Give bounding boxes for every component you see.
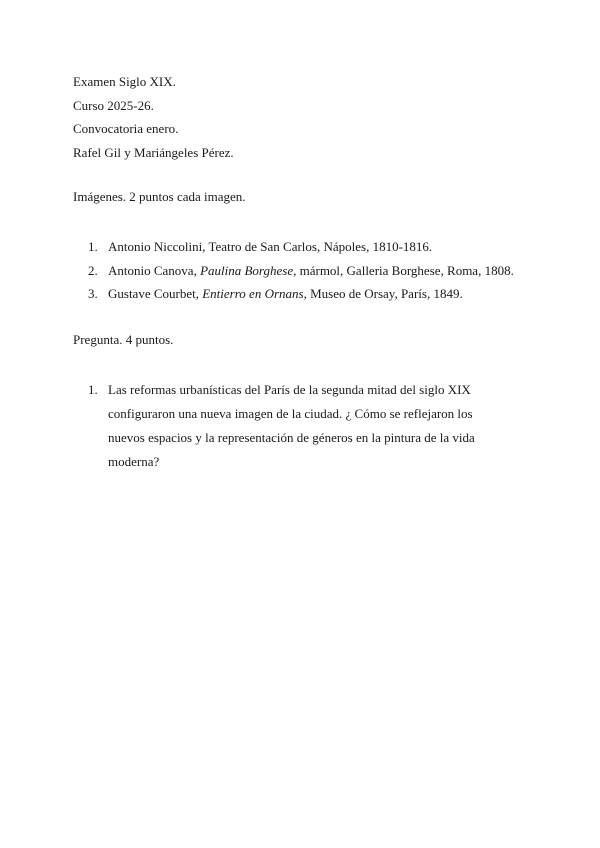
- course-year: Curso 2025-26.: [73, 97, 154, 113]
- list-item-number: 1.: [88, 239, 98, 254]
- list-item: [88, 282, 528, 306]
- artist-name: Gustave Courbet,: [108, 286, 203, 301]
- exam-title: Examen Siglo XIX.: [73, 74, 176, 89]
- list-item-number: 1.: [88, 382, 98, 397]
- question-list: [88, 378, 508, 474]
- exam-authors: Rafel Gil y Mariángeles Pérez.: [73, 144, 234, 160]
- list-item-number: 2.: [88, 262, 98, 278]
- list-item-text: Antonio Niccolini, Teatro de San Carlos, Nápoles, 1810-1816.: [108, 239, 433, 254]
- artist-name: Antonio Canova,: [108, 262, 201, 278]
- list-item-number: 3.: [88, 286, 98, 301]
- artwork-title: Paulina Borghese: [200, 262, 294, 278]
- question-section-title: Pregunta. 4 puntos.: [73, 332, 174, 347]
- artwork-title: Entierro en Ornans: [202, 286, 304, 301]
- list-item: [88, 235, 528, 259]
- artwork-details: , mármol, Galleria Borghese, Roma, 1808.: [293, 262, 514, 278]
- list-item-text: [108, 263, 514, 278]
- images-section-title: Imágenes. 2 puntos cada imagen.: [73, 189, 246, 204]
- images-list: [88, 235, 528, 306]
- list-item: [88, 259, 528, 283]
- artwork-details: , Museo de Orsay, París, 1849.: [303, 286, 463, 301]
- list-item: [88, 378, 508, 474]
- list-item-text: [108, 286, 463, 301]
- exam-call: Convocatoria enero.: [73, 121, 179, 136]
- question-text: Las reformas urbanísticas del París de la segunda mitad del siglo XIX configuraron una nueva imagen de la ciudad. ¿ Cómo se reflejaron los nuevos espacios y la representación de géneros en la pintura de la vida moderna?: [108, 382, 475, 469]
- exam-header: [73, 70, 234, 164]
